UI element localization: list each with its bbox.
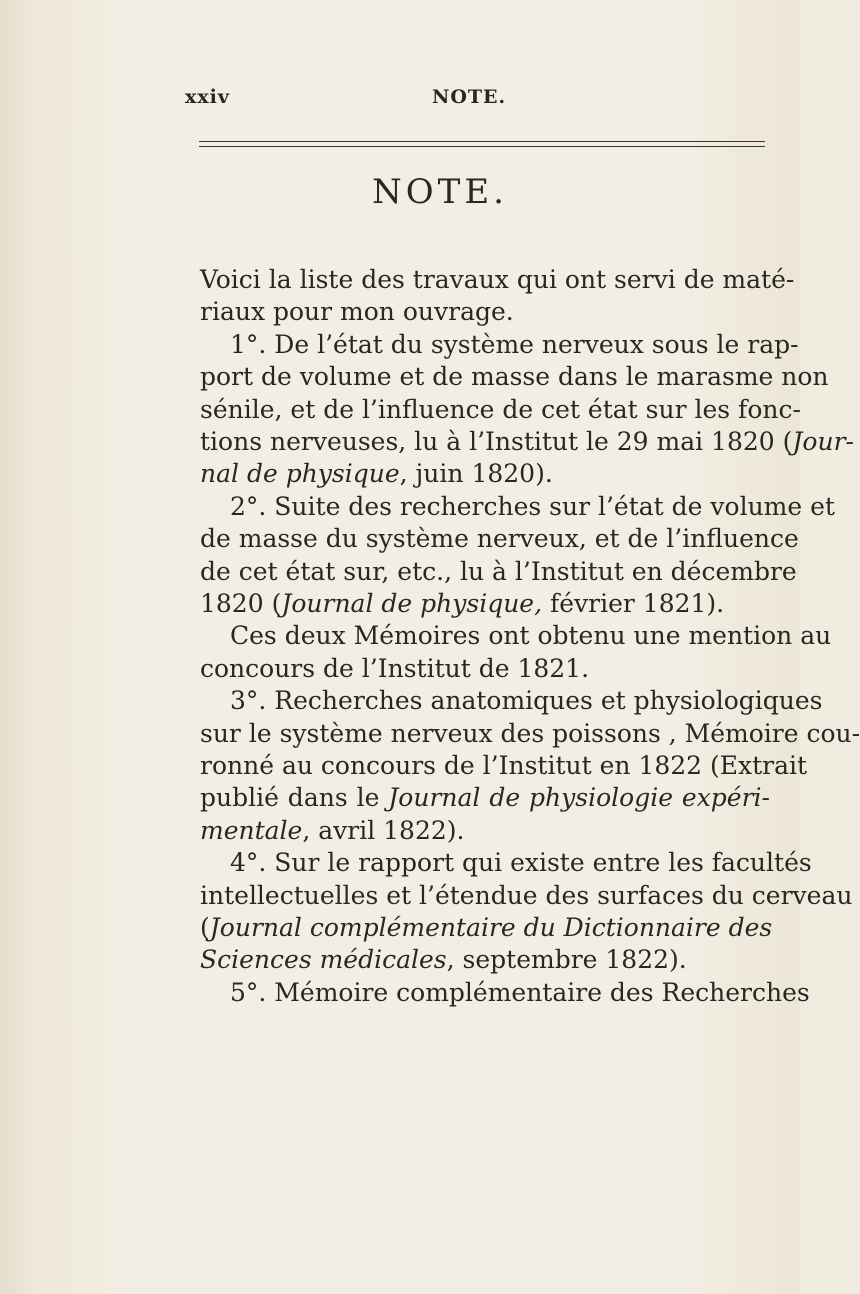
text-run: , avril 1822). xyxy=(302,815,465,845)
text-line xyxy=(230,329,799,361)
text-run: 1820 ( xyxy=(200,589,282,618)
text-line xyxy=(200,556,797,588)
text-line xyxy=(200,912,773,944)
text-run: tions nerveuses, lu à l’Institut le 29 mai 1820 ( xyxy=(200,427,793,456)
text-line xyxy=(200,815,770,847)
text-line xyxy=(230,491,835,523)
text-run: port de volume et de masse dans le marasme non xyxy=(200,362,829,392)
italic-run: mentale xyxy=(200,815,303,845)
italic-run: Journal complémentaire du Dictionnaire des xyxy=(209,913,773,942)
text-line xyxy=(200,394,801,426)
page-number: xxiv xyxy=(185,86,230,108)
text-run: sur le système nerveux des poissons , Mémoire cou- xyxy=(200,718,860,748)
text-line xyxy=(200,782,770,814)
text-run: 1°. De l’état du système nerveux sous le rap- xyxy=(230,329,799,359)
text-run: riaux pour mon ouvrage. xyxy=(200,297,514,327)
text-run: intellectuelles et l’étendue des surfaces du cerveau xyxy=(200,880,853,910)
text-line xyxy=(200,880,853,912)
text-line xyxy=(230,977,810,1009)
running-title: NOTE. xyxy=(432,86,507,108)
text-line xyxy=(230,847,812,879)
text-run: , juin 1820). xyxy=(399,459,553,489)
text-line xyxy=(200,458,770,490)
text-line xyxy=(200,588,770,620)
text-run: Ces deux Mémoires ont obtenu une mention au xyxy=(230,621,832,651)
text-run: de masse du système nerveux, et de l’influence xyxy=(200,524,799,554)
text-line xyxy=(200,523,799,555)
text-run: de cet état sur, etc., lu à l’Institut en décembre xyxy=(200,556,797,586)
text-line xyxy=(200,264,795,296)
text-run: 2°. Suite des recherches sur l’état de volume et xyxy=(230,491,835,521)
text-run: 4°. Sur le rapport qui existe entre les facultés xyxy=(230,848,812,878)
text-line xyxy=(200,361,829,393)
italic-run: nal de physique xyxy=(200,459,400,489)
text-run: sénile, et de l’influence de cet état sur les fonc- xyxy=(200,394,801,424)
running-head xyxy=(0,86,800,110)
text-line xyxy=(200,296,770,328)
text-line xyxy=(200,653,770,685)
italic-run: Jour- xyxy=(792,427,854,456)
italic-run: Journal de physique, xyxy=(281,589,543,618)
text-line xyxy=(200,944,770,976)
text-run: 5°. Mémoire complémentaire des Recherches xyxy=(230,977,810,1007)
italic-run: Journal de physiologie expéri- xyxy=(388,783,770,813)
text-run: publié dans le xyxy=(200,783,389,813)
text-line xyxy=(200,426,854,458)
text-run: concours de l’Institut de 1821. xyxy=(200,653,590,683)
text-line xyxy=(230,685,823,717)
italic-run: Sciences médicales xyxy=(200,945,447,975)
text-run: , septembre 1822). xyxy=(446,945,687,975)
text-line xyxy=(200,750,808,782)
text-run: 3°. Recherches anatomiques et physiologiques xyxy=(230,686,823,716)
text-line xyxy=(230,620,832,652)
text-run: février 1821). xyxy=(542,589,725,618)
text-line xyxy=(200,718,860,750)
text-run: ( xyxy=(200,913,210,942)
text-run: Voici la liste des travaux qui ont servi de maté- xyxy=(200,265,795,294)
section-heading: NOTE. xyxy=(372,172,508,212)
text-run: ronné au concours de l’Institut en 1822 (Extrait xyxy=(200,751,808,780)
double-rule-divider xyxy=(199,141,765,147)
